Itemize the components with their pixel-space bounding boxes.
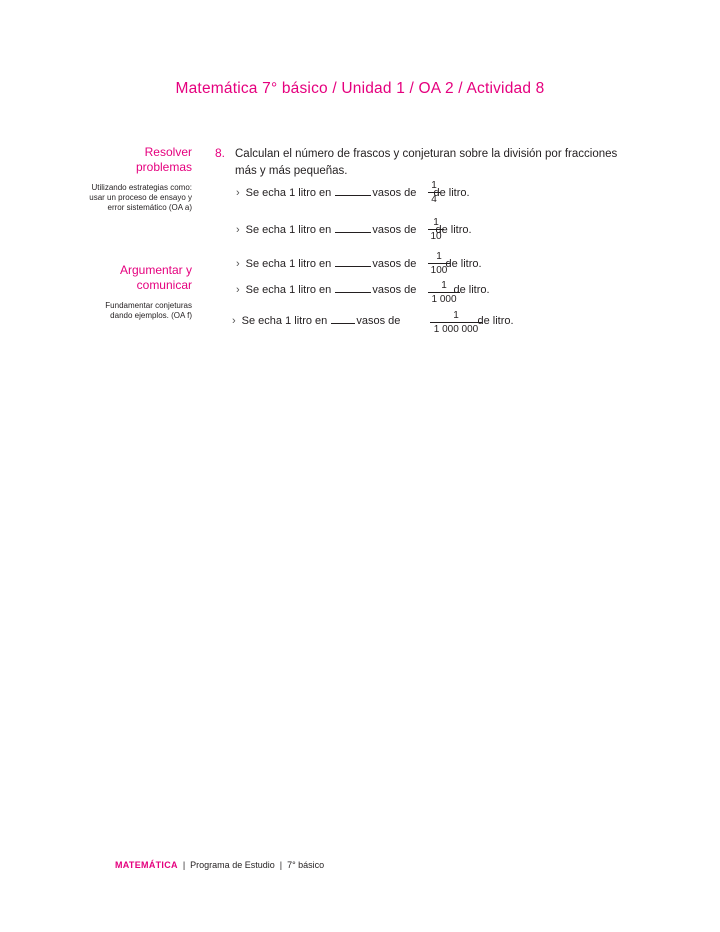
item-prefix: Se echa 1 litro en [245, 284, 332, 296]
fraction-numerator: 1 [431, 180, 437, 191]
fraction-denominator: 1 000 [431, 294, 457, 305]
fraction-bar [428, 292, 460, 293]
fraction-bar [430, 322, 482, 323]
answer-blank[interactable] [331, 313, 355, 324]
item-middle: vasos de [356, 315, 401, 327]
sidebar-heading-line2: problemas [135, 160, 192, 174]
item-prefix: Se echa 1 litro en [245, 187, 332, 199]
item-middle: vasos de [372, 258, 417, 270]
chevron-right-icon: › [236, 258, 240, 270]
fraction-denominator: 10 [430, 231, 442, 242]
item-middle: vasos de [372, 224, 417, 236]
answer-blank[interactable] [335, 185, 371, 196]
page-title: Matemática 7° básico / Unidad 1 / OA 2 / Actividad 8 [175, 80, 545, 97]
item-prefix: Se echa 1 litro en [245, 224, 332, 236]
item-middle: vasos de [372, 284, 417, 296]
fraction-numerator: 1 [441, 280, 447, 291]
sidebar-heading-line2: comunicar [136, 278, 192, 292]
sidebar-block-argumentar [82, 263, 192, 321]
fraction-bar [428, 229, 444, 230]
fraction [428, 251, 450, 276]
item-suffix: de litro. [477, 315, 514, 327]
fraction [428, 217, 444, 242]
answer-blank[interactable] [335, 256, 371, 267]
chevron-right-icon: › [236, 284, 240, 296]
exercise-number: 8. [215, 146, 226, 160]
sidebar-block-resolver [82, 145, 192, 213]
item-prefix: Se echa 1 litro en [245, 258, 332, 270]
chevron-right-icon: › [236, 187, 240, 199]
sidebar-heading-line1: Resolver [144, 145, 192, 159]
page-footer [115, 860, 324, 870]
footer-separator: | [182, 860, 186, 870]
fraction-numerator: 1 [433, 217, 439, 228]
fraction-bar [428, 192, 440, 193]
sidebar-heading-line1: Argumentar y [119, 263, 192, 277]
fraction [428, 180, 440, 205]
item-suffix: de litro. [453, 284, 490, 296]
footer-program: Programa de Estudio [190, 860, 275, 870]
sidebar-note: Fundamentar conjeturas dando ejemplos. (OA f) [105, 301, 192, 320]
footer-separator: | [279, 860, 283, 870]
sidebar-heading [82, 145, 192, 175]
fraction-denominator: 4 [431, 194, 437, 205]
item-prefix: Se echa 1 litro en [241, 315, 328, 327]
item-suffix: de litro. [445, 258, 482, 270]
fraction-numerator: 1 [453, 310, 459, 321]
exercise [215, 146, 635, 180]
exercise-text: Calculan el número de frascos y conjeturan sobre la división por fracciones más y más pequeñas. [235, 148, 618, 177]
chevron-right-icon: › [236, 224, 240, 236]
item-suffix: de litro. [433, 187, 470, 199]
fraction-denominator: 1 000 000 [433, 324, 479, 335]
fraction-denominator: 100 [430, 265, 448, 276]
item-middle: vasos de [372, 187, 417, 199]
sidebar-heading [82, 263, 192, 293]
fraction-numerator: 1 [436, 251, 442, 262]
fraction-bar [428, 263, 450, 264]
chevron-right-icon: › [232, 315, 236, 327]
sidebar-note: Utilizando estrategias como: usar un proceso de ensayo y error sistemático (OA a) [89, 183, 192, 212]
answer-blank[interactable] [335, 222, 371, 233]
footer-brand: MATEMÁTICA [115, 860, 178, 870]
item-suffix: de litro. [435, 224, 472, 236]
fraction [430, 310, 482, 335]
footer-grade: 7° básico [287, 860, 325, 870]
answer-blank[interactable] [335, 282, 371, 293]
fraction [428, 280, 460, 305]
